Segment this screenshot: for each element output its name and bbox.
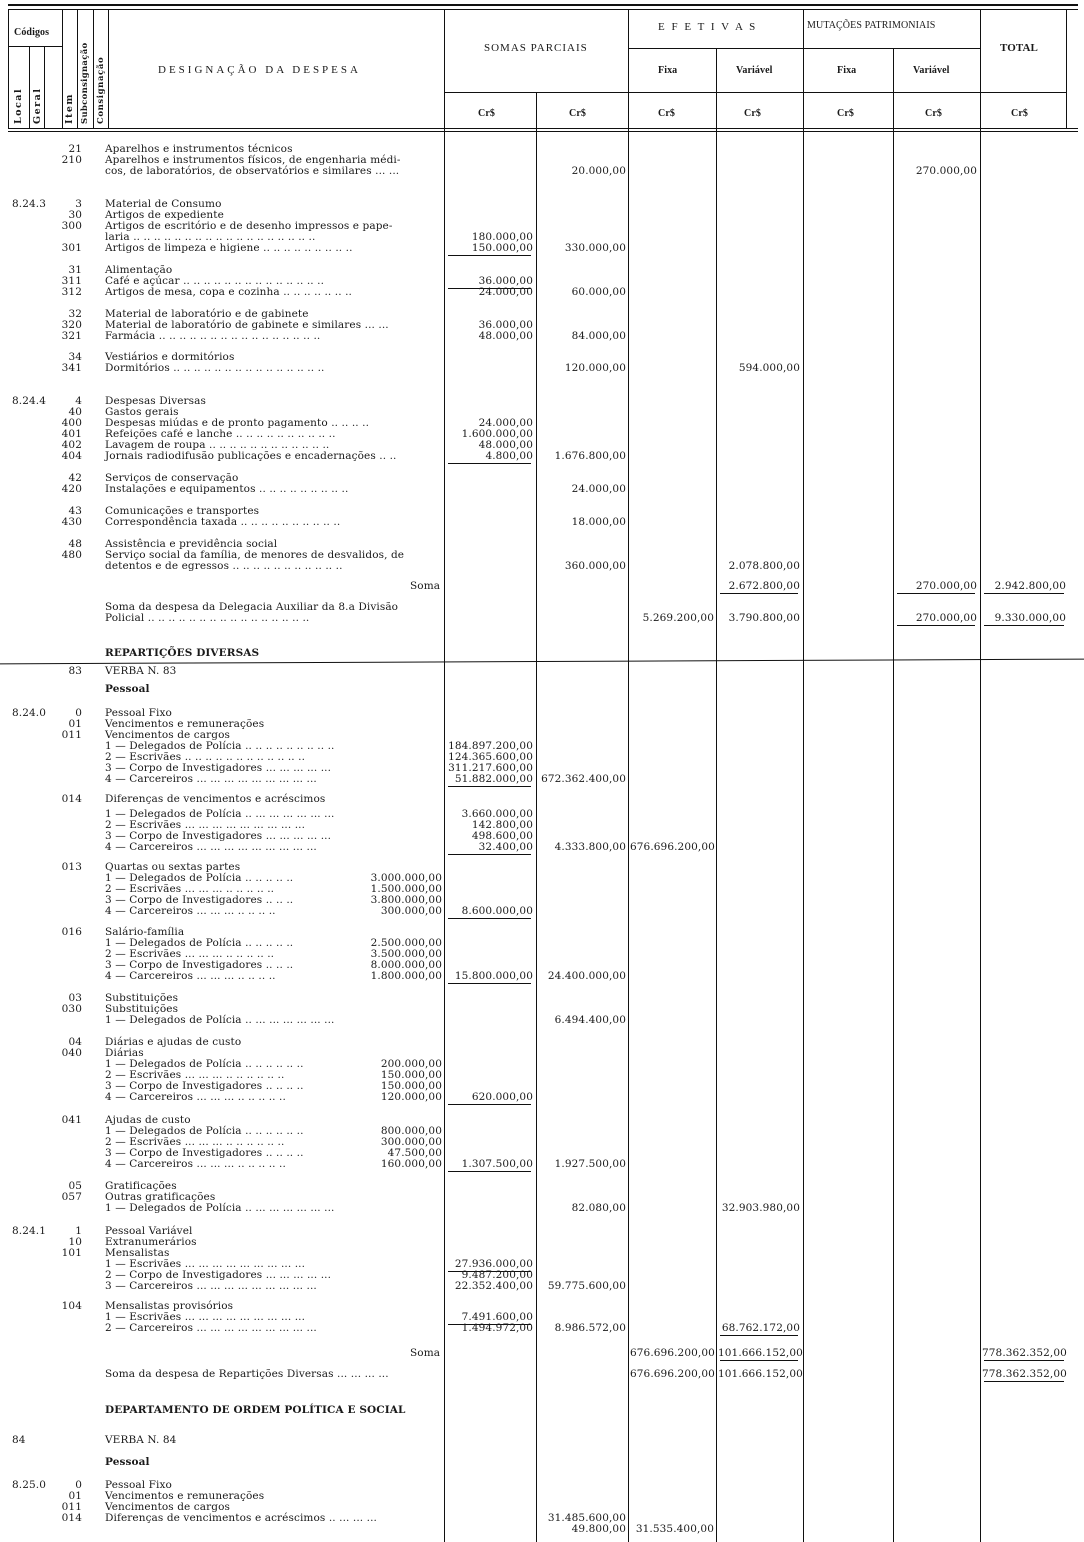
designation: Vencimentos e remunerações — [105, 718, 265, 730]
partial-2-value: 82.080,00 — [571, 1202, 626, 1214]
designation: cos, de laboratórios, de observatórios e similares ... ... — [105, 165, 400, 177]
sub-value: 3.000.000,00 — [370, 872, 442, 884]
designation: 1 — Escrivães ... ... ... ... ... ... ... ... ... — [105, 1258, 306, 1270]
local-code: 8.24.4 — [12, 395, 46, 407]
currency-label: Cr$ — [569, 108, 586, 119]
sum-rule — [720, 593, 798, 594]
subconsignacao-label: Subconsignação — [80, 42, 90, 124]
col-line — [803, 10, 804, 1542]
partial-1-value: 51.882.000,00 — [454, 773, 533, 785]
designation: Café e açúcar .. .. .. .. .. .. .. .. .. .. .. .. .. .. — [105, 275, 325, 287]
total-header: TOTAL — [1000, 42, 1038, 54]
partial-1-value: 620.000,00 — [471, 1091, 533, 1103]
designation: 3 — Corpo de Investigadores ... ... ... ... ... — [105, 762, 332, 774]
item-code: 311 — [61, 275, 82, 287]
partial-1-value: 48.000,00 — [478, 439, 533, 451]
sum-rule — [448, 255, 531, 256]
mutacoes-fixa-header: Fixa — [837, 65, 857, 76]
sub-value: 47.500,00 — [387, 1147, 442, 1159]
item-code: 83 — [68, 665, 82, 677]
designation: VERBA N. 84 — [105, 1434, 177, 1446]
col-line — [716, 48, 717, 1542]
designation: 3 — Corpo de Investigadores .. .. .. .. — [105, 1080, 304, 1092]
sum-rule — [448, 786, 531, 787]
item-code: 31 — [68, 264, 82, 276]
designation: Soma da despesa da Delegacia Auxiliar da 8.a Divisão — [105, 601, 399, 613]
partial-2-value: 4.333.800,00 — [554, 841, 626, 853]
designation: 2 — Escrivães ... ... ... .. .. .. .. .. — [105, 948, 275, 960]
designation: 3 — Corpo de Investigadores .. .. .. — [105, 894, 294, 906]
designation: Pessoal Fixo — [105, 707, 172, 719]
partial-1-value: 498.600,00 — [471, 830, 533, 842]
designation: Mensalistas — [105, 1247, 170, 1259]
item-code: 40 — [68, 406, 82, 418]
sum-rule — [448, 983, 531, 984]
item-code: 104 — [61, 1300, 82, 1312]
somas-parciais-header: SOMAS PARCIAIS — [484, 42, 588, 54]
partial-2-value: 672.362.400,00 — [541, 773, 626, 785]
partial-2-value: 1.927.500,00 — [554, 1158, 626, 1170]
currency-label: Cr$ — [658, 108, 675, 119]
designation: Assistência e previdência social — [105, 538, 278, 550]
designation: Diferenças de vencimentos e acréscimos .. ... ... ... — [105, 1512, 377, 1524]
designation: 3 — Carcereiros ... ... ... ... ... ... ... ... ... — [105, 1280, 317, 1292]
designation: Soma da despesa de Repartições Diversas ... ... ... ... — [105, 1368, 389, 1380]
partial-2-value: 120.000,00 — [564, 362, 626, 374]
item-code: 404 — [61, 450, 82, 462]
mutacoes-variavel-header: Variável — [913, 65, 950, 76]
partial-1-value: 32.400,00 — [478, 841, 533, 853]
partial-1-value: 1.600.000,00 — [461, 428, 533, 440]
item-code: 057 — [61, 1191, 82, 1203]
partial-1-value: 142.800,00 — [471, 819, 533, 831]
designation: Diárias e ajudas de custo — [105, 1036, 242, 1048]
header-divider — [108, 10, 109, 128]
partial-2-value: 360.000,00 — [564, 560, 626, 572]
header-border — [8, 10, 9, 128]
designation: Mensalistas provisórios — [105, 1300, 234, 1312]
designation: Pessoal — [105, 1456, 150, 1468]
partial-1-value: 180.000,00 — [471, 231, 533, 243]
sub-value: 3.800.000,00 — [370, 894, 442, 906]
designation: 4 — Carcereiros ... ... ... .. .. .. .. — [105, 970, 276, 982]
partial-2-value: 330.000,00 — [564, 242, 626, 254]
codigos-label: Códigos — [14, 27, 50, 38]
item-code: 312 — [61, 286, 82, 298]
partial-2-value: 8.986.572,00 — [554, 1322, 626, 1334]
col-line — [536, 92, 537, 1542]
efetivas-variavel-header: Variável — [736, 65, 773, 76]
designation: Serviço social da família, de menores de desvalidos, de — [105, 549, 405, 561]
designation: 1 — Delegados de Polícia .. ... ... ... ... ... ... — [105, 808, 335, 820]
partial-1-value: 24.000,00 — [478, 286, 533, 298]
geral-label: Geral — [32, 87, 43, 124]
efetiva-variavel-value: 2.078.800,00 — [728, 560, 800, 572]
item-code: 420 — [61, 483, 82, 495]
partial-2-value: 18.000,00 — [571, 516, 626, 528]
partial-2-value: 24.400.000,00 — [547, 970, 626, 982]
local-code: 8.24.3 — [12, 198, 46, 210]
currency-label: Cr$ — [1011, 108, 1028, 119]
designation: Diárias — [105, 1047, 144, 1059]
item-code: 321 — [61, 330, 82, 342]
designation: Diferenças de vencimentos e acréscimos — [105, 793, 326, 805]
partial-1-value: 7.491.600,00 — [461, 1311, 533, 1323]
item-code: 05 — [68, 1180, 82, 1192]
designation: Gratificações — [105, 1180, 177, 1192]
item-code: 301 — [61, 242, 82, 254]
designation: 3 — Corpo de Investigadores ... ... ... ... ... — [105, 830, 332, 842]
item-code: 402 — [61, 439, 82, 451]
designation: Gastos gerais — [105, 406, 179, 418]
designation: 3 — Corpo de Investigadores .. .. .. — [105, 959, 294, 971]
mutacao-variavel-value: 270.000,00 — [915, 580, 977, 592]
sub-value: 2.500.000,00 — [370, 937, 442, 949]
designation: Dormitórios .. .. .. .. .. .. .. .. .. .. .. .. .. .. .. — [105, 362, 325, 374]
item-code: 030 — [61, 1003, 82, 1015]
designation: 2 — Escrivães .. .. .. .. .. .. .. .. .. .. .. .. — [105, 751, 306, 763]
efetiva-variavel-value: 3.790.800,00 — [728, 612, 800, 624]
efetiva-variavel-value: 101.666.152,00 — [718, 1368, 803, 1380]
sum-rule — [448, 463, 531, 464]
sub-value: 150.000,00 — [380, 1080, 442, 1092]
header-rule — [444, 92, 1066, 93]
col-line — [444, 10, 445, 1542]
designation: 1 — Delegados de Polícia .. .. .. .. .. — [105, 872, 294, 884]
mutacoes-header: MUTAÇÕES PATRIMONIAIS — [807, 20, 936, 31]
item-code: 341 — [61, 362, 82, 374]
total-value: 2.942.800,00 — [994, 580, 1066, 592]
codigos-rule — [8, 46, 62, 47]
sum-rule — [448, 1104, 531, 1105]
item-code: 3 — [75, 198, 82, 210]
item-code: 210 — [61, 154, 82, 166]
header-divider — [77, 10, 78, 128]
sub-value: 200.000,00 — [380, 1058, 442, 1070]
sum-rule — [897, 593, 975, 594]
item-code: 401 — [61, 428, 82, 440]
designation: 4 — Carcereiros ... ... ... .. .. .. .. — [105, 905, 276, 917]
item-code: 34 — [68, 351, 82, 363]
designation: Alimentação — [105, 264, 173, 276]
efetivas-fixa-header: Fixa — [658, 65, 678, 76]
designation: laria .. .. .. .. .. .. .. .. .. .. .. .. .. .. .. .. .. .. — [105, 231, 316, 243]
efetivas-rule — [628, 48, 980, 49]
efetiva-variavel-value: 32.903.980,00 — [721, 1202, 800, 1214]
partial-1-value: 36.000,00 — [478, 275, 533, 287]
designation: Quartas ou sextas partes — [105, 861, 241, 873]
item-code: 10 — [68, 1236, 82, 1248]
partial-2-value: 6.494.400,00 — [554, 1014, 626, 1026]
item-code: 03 — [68, 992, 82, 1004]
designation: 1 — Delegados de Polícia .. .. .. .. .. .. — [105, 1058, 304, 1070]
soma-label: Soma — [410, 1347, 441, 1359]
sum-rule — [984, 625, 1064, 626]
partial-1-value: 311.217.600,00 — [448, 762, 533, 774]
designation: DEPARTAMENTO DE ORDEM POLÍTICA E SOCIAL — [105, 1404, 406, 1416]
designation: 4 — Carcereiros ... ... ... ... ... ... ... ... ... — [105, 841, 317, 853]
efetiva-fixa-value: 5.269.200,00 — [642, 612, 714, 624]
mutacao-variavel-value: 270.000,00 — [915, 612, 977, 624]
local-code: 8.24.0 — [12, 707, 46, 719]
designation: 1 — Delegados de Polícia .. .. .. .. .. .. .. .. .. — [105, 740, 335, 752]
designacao-header: DESIGNAÇÃO DA DESPESA — [158, 64, 361, 76]
col-line — [1066, 10, 1067, 128]
designation: Despesas Diversas — [105, 395, 207, 407]
partial-1-value: 124.365.600,00 — [448, 751, 533, 763]
designation: Comunicações e transportes — [105, 505, 260, 517]
designation: Vencimentos de cargos — [105, 1501, 230, 1513]
local-code: 8.24.1 — [12, 1225, 46, 1237]
designation: 1 — Delegados de Polícia .. .. .. .. .. — [105, 937, 294, 949]
item-code: 400 — [61, 417, 82, 429]
sub-value: 1.800.000,00 — [370, 970, 442, 982]
local-label: Local — [13, 87, 24, 124]
designation: REPARTIÇÕES DIVERSAS — [105, 647, 260, 659]
sum-rule — [448, 918, 531, 919]
partial-2-value: 20.000,00 — [571, 165, 626, 177]
efetiva-variavel-value: 68.762.172,00 — [721, 1322, 800, 1334]
designation: 2 — Corpo de Investigadores ... ... ... ... ... — [105, 1269, 332, 1281]
designation: Instalações e equipamentos .. .. .. .. .. .. .. .. .. — [105, 483, 349, 495]
sum-rule — [448, 854, 531, 855]
designation: 2 — Carcereiros ... ... ... ... ... ... ... ... ... — [105, 1322, 317, 1334]
designation: 1 — Delegados de Polícia .. ... ... ... ... ... ... — [105, 1014, 335, 1026]
total-value: 778.362.352,00 — [982, 1347, 1067, 1359]
item-code: 101 — [61, 1247, 82, 1259]
designation: Aparelhos e instrumentos físicos, de engenharia médi- — [105, 154, 401, 166]
partial-1-value: 1.307.500,00 — [461, 1158, 533, 1170]
designation: 1 — Delegados de Polícia .. .. .. .. .. .. — [105, 1125, 304, 1137]
designation: Serviços de conservação — [105, 472, 239, 484]
item-code: 1 — [75, 1225, 82, 1237]
designation: Material de Consumo — [105, 198, 222, 210]
designation: 2 — Escrivães ... ... ... ... ... ... ... ... ... — [105, 819, 306, 831]
item-code: 014 — [61, 1512, 82, 1524]
designation: Refeições café e lanche .. .. .. .. .. .. .. .. .. .. — [105, 428, 336, 440]
header-divider — [44, 46, 45, 128]
mutacao-variavel-value: 270.000,00 — [915, 165, 977, 177]
efetiva-fixa-value: 676.696.200,00 — [630, 841, 715, 853]
sub-value: 150.000,00 — [380, 1069, 442, 1081]
header-divider — [93, 10, 94, 128]
item-code: 430 — [61, 516, 82, 528]
designation: Lavagem de roupa .. .. .. .. .. .. .. .. .. .. .. .. — [105, 439, 330, 451]
total-value: 778.362.352,00 — [982, 1368, 1067, 1380]
sum-rule — [720, 1360, 798, 1361]
designation: VERBA N. 83 — [105, 665, 177, 677]
designation: Outras gratificações — [105, 1191, 216, 1203]
designation: 1 — Delegados de Polícia .. ... ... ... ... ... ... — [105, 1202, 335, 1214]
sub-value: 300.000,00 — [380, 905, 442, 917]
item-code: 016 — [61, 926, 82, 938]
designation: Artigos de expediente — [105, 209, 224, 221]
sum-rule — [448, 1171, 531, 1172]
col-line — [628, 10, 629, 1542]
designation: 2 — Escrivães ... ... ... .. .. .. .. .. .. — [105, 1136, 285, 1148]
designation: Artigos de escritório e de desenho impressos e pape- — [105, 220, 393, 232]
partial-1-value: 36.000,00 — [478, 319, 533, 331]
designation: 4 — Carcereiros ... ... ... .. .. .. .. .. — [105, 1091, 286, 1103]
designation: 3 — Corpo de Investigadores .. .. .. .. — [105, 1147, 304, 1159]
efetiva-fixa-value: 31.535.400,00 — [635, 1523, 714, 1535]
partial-2-value: 49.800,00 — [571, 1523, 626, 1535]
designation: 1 — Escrivães ... ... ... ... ... ... ... ... ... — [105, 1311, 306, 1323]
designation: Material de laboratório e de gabinete — [105, 308, 309, 320]
designation: Salário-família — [105, 926, 185, 938]
local-code: 8.25.0 — [12, 1479, 46, 1491]
sub-value: 800.000,00 — [380, 1125, 442, 1137]
partial-1-value: 150.000,00 — [471, 242, 533, 254]
col-line — [893, 48, 894, 1542]
designation: Substituições — [105, 992, 179, 1004]
partial-1-value: 22.352.400,00 — [454, 1280, 533, 1292]
designation: 2 — Escrivães ... ... ... .. .. .. .. .. .. — [105, 1069, 285, 1081]
item-label: Item — [64, 93, 75, 124]
designation: Extranumerários — [105, 1236, 197, 1248]
designation: Pessoal — [105, 683, 150, 695]
designation: 2 — Escrivães ... ... ... .. .. .. .. .. — [105, 883, 275, 895]
designation: Vencimentos de cargos — [105, 729, 230, 741]
sum-rule — [984, 1360, 1064, 1361]
partial-2-value: 24.000,00 — [571, 483, 626, 495]
partial-1-value: 24.000,00 — [478, 417, 533, 429]
header-divider — [29, 46, 30, 128]
item-code: 0 — [75, 1479, 82, 1491]
designation: Vestiários e dormitórios — [105, 351, 235, 363]
sum-rule — [897, 625, 975, 626]
soma-label: Soma — [410, 580, 441, 592]
designation: Pessoal Fixo — [105, 1479, 172, 1491]
local-code: 84 — [12, 1434, 26, 1446]
item-code: 300 — [61, 220, 82, 232]
col-line — [980, 10, 981, 1542]
efetiva-fixa-value: 676.696.200,00 — [630, 1347, 715, 1359]
item-code: 01 — [68, 718, 82, 730]
currency-label: Cr$ — [837, 108, 854, 119]
partial-2-value: 59.775.600,00 — [547, 1280, 626, 1292]
efetiva-variavel-value: 101.666.152,00 — [718, 1347, 803, 1359]
efetivas-header: E F E T I V A S — [658, 21, 758, 33]
sub-value: 120.000,00 — [380, 1091, 442, 1103]
currency-label: Cr$ — [925, 108, 942, 119]
item-code: 48 — [68, 538, 82, 550]
partial-1-value: 184.897.200,00 — [448, 740, 533, 752]
efetiva-variavel-value: 594.000,00 — [738, 362, 800, 374]
designation: Aparelhos e instrumentos técnicos — [105, 143, 293, 155]
designation: Material de laboratório de gabinete e similares ... ... — [105, 319, 389, 331]
item-code: 04 — [68, 1036, 82, 1048]
item-code: 4 — [75, 395, 82, 407]
total-value: 9.330.000,00 — [994, 612, 1066, 624]
partial-1-value: 1.494.972,00 — [461, 1322, 533, 1334]
designation: 4 — Carcereiros ... ... ... .. .. .. .. .. — [105, 1158, 286, 1170]
item-code: 480 — [61, 549, 82, 561]
designation: Artigos de limpeza e higiene .. .. .. .. .. .. .. .. .. — [105, 242, 353, 254]
designation: Policial .. .. .. .. .. .. .. .. .. .. .. .. .. .. .. .. — [105, 612, 310, 624]
item-code: 42 — [68, 472, 82, 484]
item-code: 32 — [68, 308, 82, 320]
sum-rule — [720, 1335, 798, 1336]
item-code: 013 — [61, 861, 82, 873]
item-code: 30 — [68, 209, 82, 221]
currency-label: Cr$ — [744, 108, 761, 119]
partial-1-value: 3.660.000,00 — [461, 808, 533, 820]
designation: Pessoal Variável — [105, 1225, 193, 1237]
sub-value: 160.000,00 — [380, 1158, 442, 1170]
partial-1-value: 8.600.000,00 — [461, 905, 533, 917]
sub-value: 300.000,00 — [380, 1136, 442, 1148]
designation: detentos e de egressos .. .. .. .. .. .. .. .. .. .. .. — [105, 560, 343, 572]
partial-1-value: 48.000,00 — [478, 330, 533, 342]
item-code: 041 — [61, 1114, 82, 1126]
header-bottom-rule — [8, 128, 1078, 129]
designation: Jornais radiodifusão publicações e encadernações .. .. — [105, 450, 397, 462]
item-code: 014 — [61, 793, 82, 805]
designation: Vencimentos e remunerações — [105, 1490, 265, 1502]
designation: Substituições — [105, 1003, 179, 1015]
item-code: 43 — [68, 505, 82, 517]
section-rule — [0, 659, 1084, 665]
sub-value: 1.500.000,00 — [370, 883, 442, 895]
partial-1-value: 15.800.000,00 — [454, 970, 533, 982]
item-code: 0 — [75, 707, 82, 719]
top-rule — [8, 4, 1078, 6]
sum-rule — [984, 593, 1064, 594]
designation: Correspondência taxada .. .. .. .. .. .. .. .. .. .. — [105, 516, 341, 528]
partial-1-value: 9.487.200,00 — [461, 1269, 533, 1281]
partial-1-value: 27.936.000,00 — [454, 1258, 533, 1270]
header-divider — [62, 10, 63, 128]
top-rule-2 — [8, 9, 1078, 10]
consignacao-label: Consignação — [96, 56, 106, 124]
sub-value: 3.500.000,00 — [370, 948, 442, 960]
item-code: 01 — [68, 1490, 82, 1502]
item-code: 011 — [61, 729, 82, 741]
designation: Farmácia .. .. .. .. .. .. .. .. .. .. .. .. .. .. .. .. — [105, 330, 321, 342]
partial-2-value: 1.676.800,00 — [554, 450, 626, 462]
item-code: 011 — [61, 1501, 82, 1513]
sub-value: 8.000.000,00 — [370, 959, 442, 971]
partial-2-value: 60.000,00 — [571, 286, 626, 298]
currency-label: Cr$ — [478, 108, 495, 119]
efetiva-variavel-value: 2.672.800,00 — [728, 580, 800, 592]
item-code: 320 — [61, 319, 82, 331]
designation: Despesas miúdas e de pronto pagamento .. .. .. .. — [105, 417, 370, 429]
designation: Ajudas de custo — [105, 1114, 191, 1126]
item-code: 040 — [61, 1047, 82, 1059]
designation: 4 — Carcereiros ... ... ... ... ... ... ... ... ... — [105, 773, 317, 785]
partial-2-value: 31.485.600,00 — [547, 1512, 626, 1524]
sum-rule — [984, 1381, 1064, 1382]
item-code: 21 — [68, 143, 82, 155]
partial-1-value: 4.800,00 — [485, 450, 533, 462]
efetiva-fixa-value: 676.696.200,00 — [630, 1368, 715, 1380]
designation: Artigos de mesa, copa e cozinha .. .. .. .. .. .. .. — [105, 286, 352, 298]
partial-2-value: 84.000,00 — [571, 330, 626, 342]
header-bottom-rule-2 — [8, 131, 1078, 132]
